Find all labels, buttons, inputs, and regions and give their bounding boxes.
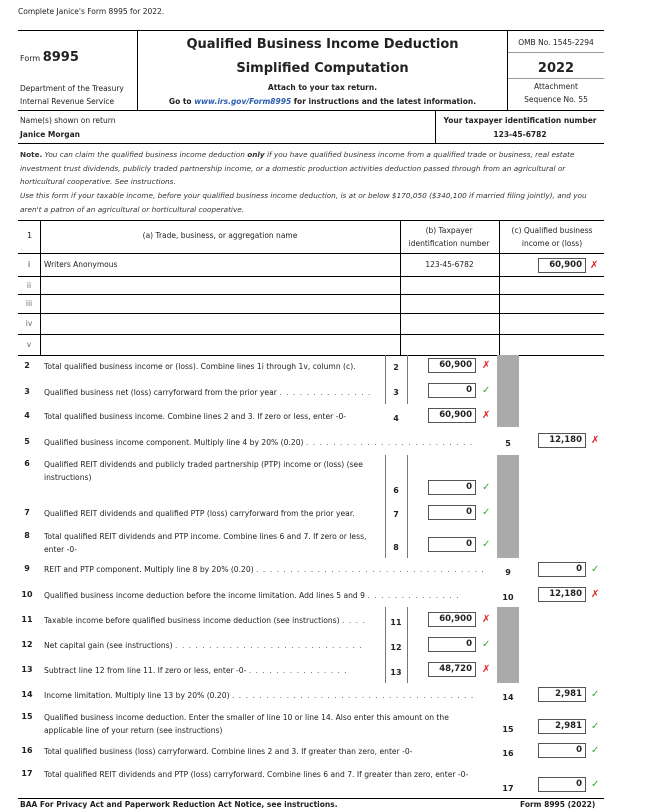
- line11-number: 11: [21, 615, 33, 624]
- line15-number: 15: [21, 712, 33, 721]
- header-top-rule: [18, 30, 604, 31]
- line5-number: 5: [24, 437, 30, 446]
- line16-correct-icon: ✓: [591, 745, 600, 756]
- line9-number: 9: [24, 564, 30, 573]
- form-subtitle: Simplified Computation: [236, 61, 409, 76]
- line11-box-label: 11: [390, 618, 402, 627]
- line8-number: 8: [24, 531, 30, 540]
- header-bottom-rule: [18, 110, 604, 111]
- line8-box-label: 8: [393, 543, 399, 552]
- line6-number: 6: [24, 459, 30, 468]
- gray-block-a: [497, 355, 519, 427]
- line13-box-label: 13: [390, 668, 402, 677]
- note-text2: if you have qualified business income from a qualified trade or business, real estate investment trust dividends, publicly traded partnership income, or a domestic production activities deduction passed through from an agricultural or horticultural cooperative. See instructions.: [20, 150, 575, 187]
- attach-instruction: Attach to your tax return.: [267, 83, 378, 92]
- line7-box-label: 7: [393, 510, 399, 519]
- line3-text: Qualified business net (loss) carryforward from the prior year . . . . . . . . . . . . . .: [44, 388, 372, 397]
- line7-amount-field[interactable]: 0: [428, 505, 476, 520]
- note-only: only: [247, 150, 265, 159]
- instruction-text: Complete Janice's Form 8995 for 2022.: [18, 7, 165, 16]
- row-iv-rule: [18, 334, 604, 335]
- line10-text: Qualified business income deduction before the income limitation. Add lines 5 and 9 . . . . . . . . . . . . . .: [44, 591, 460, 600]
- line14-text-body: Income limitation. Multiply line 13 by 20% (0.20): [44, 691, 230, 700]
- line2-incorrect-icon: ✗: [482, 360, 491, 371]
- table-header-rule: [18, 253, 604, 254]
- col-c-header: (c) Qualified business income or (loss): [511, 226, 593, 248]
- line14-correct-icon: ✓: [591, 689, 600, 700]
- line9-amount-field[interactable]: 0: [538, 562, 586, 577]
- line2-box-label: 2: [393, 363, 399, 372]
- line6-correct-icon: ✓: [482, 482, 491, 493]
- attachment-label: Attachment: [534, 82, 578, 91]
- taxpayer-name: Janice Morgan: [20, 130, 80, 139]
- line5-box-label: 5: [505, 439, 511, 448]
- line13-number: 13: [21, 665, 33, 674]
- line7-text: Qualified REIT dividends and qualified PTP (loss) carryforward from the prior year.: [44, 509, 355, 518]
- line17-box-label: 17: [502, 784, 514, 793]
- line15-amount-field[interactable]: 2,981: [538, 719, 586, 734]
- line5-text: Qualified business income component. Multiply line 4 by 20% (0.20) . . . . . . . . . . . . . . . . . . . . . . . . .: [44, 438, 474, 447]
- dept-line1: Department of the Treasury: [20, 84, 124, 93]
- line3-text-body: Qualified business net (loss) carryforward from the prior year: [44, 388, 277, 397]
- line9-correct-icon: ✓: [591, 564, 600, 575]
- line11-text-body: Taxable income before qualified business income deduction (see instructions): [44, 616, 340, 625]
- omb-rule: [508, 52, 604, 53]
- line5-incorrect-icon: ✗: [591, 435, 600, 446]
- row-num-iv: iv: [25, 319, 33, 328]
- line9-text: REIT and PTP component. Multiply line 8 by 20% (0.20) . . . . . . . . . . . . . . . . . . . . . . . . . . . . . . . . . .: [44, 565, 485, 574]
- line14-box-label: 14: [502, 693, 514, 702]
- line3-amount-field[interactable]: 0: [428, 383, 476, 398]
- line15-text: Qualified business income deduction. Enter the smaller of line 10 or line 14. Also enter this amount on the applicable line of your return (see instructions): [44, 713, 449, 735]
- col-b-header: (b) Taxpayer identification number: [408, 226, 490, 248]
- omb-number: OMB No. 1545-2294: [518, 38, 594, 47]
- line2-number: 2: [24, 361, 30, 370]
- gray-block-c: [497, 607, 519, 683]
- form-number-value: 8995: [42, 50, 79, 65]
- line12-text-body: Net capital gain (see instructions): [44, 641, 173, 650]
- table-top-rule: [18, 220, 604, 221]
- line12-text: Net capital gain (see instructions) . . . . . . . . . . . . . . . . . . . . . . . . . . . .: [44, 641, 363, 650]
- line4-number: 4: [24, 411, 30, 420]
- line17-number: 17: [21, 769, 33, 778]
- line9-text-body: REIT and PTP component. Multiply line 8 by 20% (0.20): [44, 565, 254, 574]
- gray-block-b: [497, 455, 519, 558]
- form-number: [20, 50, 79, 65]
- line11-text: Taxable income before qualified business income deduction (see instructions) . . . .: [44, 616, 366, 625]
- sequence-number: Sequence No. 55: [524, 95, 588, 104]
- line13-incorrect-icon: ✗: [482, 664, 491, 675]
- line9-box-label: 9: [505, 568, 511, 577]
- line10-box-label: 10: [502, 593, 514, 602]
- line10-amount-field[interactable]: 12,180: [538, 587, 586, 602]
- row-i-rule: [18, 276, 604, 277]
- line7-number: 7: [24, 508, 30, 517]
- footer-form-id: Form 8995 (2022): [520, 800, 596, 809]
- inner-col-right-c: [407, 607, 408, 683]
- line14-amount-field[interactable]: 2,981: [538, 687, 586, 702]
- line3-box-label: 3: [393, 388, 399, 397]
- line6-box-label: 6: [393, 486, 399, 495]
- row-i-amount-field[interactable]: 60,900: [538, 258, 586, 273]
- form-title: Qualified Business Income Deduction: [186, 37, 459, 52]
- line2-amount-field[interactable]: 60,900: [428, 358, 476, 373]
- name-label: Name(s) shown on return: [20, 116, 116, 125]
- line17-correct-icon: ✓: [591, 779, 600, 790]
- line12-amount-field[interactable]: 0: [428, 637, 476, 652]
- row-i-business-name[interactable]: Writers Anonymous: [44, 260, 118, 269]
- line16-text: Total qualified business (loss) carryforward. Combine lines 2 and 3. If greater than zero, enter -0-: [44, 747, 413, 756]
- tax-year: 2022: [537, 61, 575, 76]
- line7-correct-icon: ✓: [482, 507, 491, 518]
- line17-text: Total qualified REIT dividends and PTP (loss) carryforward. Combine lines 6 and 7. If greater than zero, enter -0-: [44, 770, 469, 779]
- line3-correct-icon: ✓: [482, 385, 491, 396]
- name-bottom-rule: [18, 143, 604, 144]
- col-a-header: (a) Trade, business, or aggregation name: [142, 231, 298, 240]
- line13-text: Subtract line 12 from line 11. If zero or less, enter -0- . . . . . . . . . . . . . . .: [44, 666, 348, 675]
- line5-amount-field[interactable]: 12,180: [538, 433, 586, 448]
- note-paragraph: [20, 148, 604, 189]
- row-num-iii: iii: [25, 299, 33, 308]
- year-rule: [508, 78, 604, 79]
- line11-incorrect-icon: ✗: [482, 614, 491, 625]
- line11-amount-field[interactable]: 60,900: [428, 612, 476, 627]
- line6-amount-field[interactable]: 0: [428, 480, 476, 495]
- line4-incorrect-icon: ✗: [482, 410, 491, 421]
- line14-number: 14: [21, 690, 33, 699]
- footer-privacy-notice: BAA For Privacy Act and Paperwork Reduction Act Notice, see instructions.: [20, 800, 338, 809]
- goto-prefix: Go to: [168, 97, 195, 106]
- line4-amount-field[interactable]: 60,900: [428, 408, 476, 423]
- line13-amount-field[interactable]: 48,720: [428, 662, 476, 677]
- note-text1: You can claim the qualified business income deduction: [42, 150, 248, 159]
- row-i-tin[interactable]: 123-45-6782: [425, 260, 474, 269]
- row-num-ii: ii: [26, 281, 32, 290]
- line16-amount-field[interactable]: 0: [538, 743, 586, 758]
- note-label: Note.: [20, 150, 43, 159]
- line15-correct-icon: ✓: [591, 721, 600, 732]
- line13-text-body: Subtract line 12 from line 11. If zero or less, enter -0-: [44, 666, 247, 675]
- note-eligibility: Use this form if your taxable income, before your qualified business income deduction, is at or below $170,050 ($340,100 if married filing jointly), and you aren't a patron of an agricultural or horticultural cooperative.: [20, 191, 587, 214]
- irs-link[interactable]: www.irs.gov/Form8995: [194, 97, 292, 106]
- line6-text: Qualified REIT dividends and publicly traded partnership (PTP) income or (loss) (see instructions): [44, 460, 363, 482]
- inner-col-right-a: [407, 355, 408, 404]
- taxpayer-tin: 123-45-6782: [493, 130, 547, 139]
- line4-text: Total qualified business income. Combine lines 2 and 3. If zero or less, enter -0-: [44, 412, 347, 421]
- line10-text-body: Qualified business income deduction before the income limitation. Add lines 5 and 9: [44, 591, 366, 600]
- line17-amount-field[interactable]: 0: [538, 777, 586, 792]
- line3-number: 3: [24, 387, 30, 396]
- table-row-label: 1: [27, 231, 33, 240]
- tin-label: Your taxpayer identification number: [443, 116, 597, 125]
- line16-box-label: 16: [502, 749, 514, 758]
- line12-number: 12: [21, 640, 33, 649]
- line8-correct-icon: ✓: [482, 539, 491, 550]
- footer-rule: [18, 798, 604, 799]
- row-iii-rule: [18, 313, 604, 314]
- line8-text: Total qualified REIT dividends and PTP income. Combine lines 6 and 7. If zero or less, enter -0-: [44, 532, 367, 554]
- dept-line2: Internal Revenue Service: [20, 97, 115, 106]
- row-num-v: v: [26, 340, 32, 349]
- line2-text: Total qualified business income or (loss). Combine lines 1i through 1v, column (c).: [44, 362, 356, 371]
- goto-instruction: [138, 97, 507, 106]
- line10-incorrect-icon: ✗: [591, 589, 600, 600]
- line16-number: 16: [21, 746, 33, 755]
- row-ii-rule: [18, 294, 604, 295]
- line5-text-body: Qualified business income component. Multiply line 4 by 20% (0.20): [44, 438, 304, 447]
- line12-correct-icon: ✓: [482, 639, 491, 650]
- line4-box-label: 4: [393, 414, 399, 423]
- line10-number: 10: [21, 590, 33, 599]
- row-num-i: i: [27, 260, 31, 269]
- line8-amount-field[interactable]: 0: [428, 537, 476, 552]
- line15-box-label: 15: [502, 725, 514, 734]
- form-label: Form: [20, 54, 41, 63]
- line14-text: Income limitation. Multiply line 13 by 20% (0.20) . . . . . . . . . . . . . . . . . . . . . . . . . . . . . . . . . . . .: [44, 691, 475, 700]
- line12-box-label: 12: [390, 643, 402, 652]
- inner-col-right-b: [407, 455, 408, 558]
- row-i-incorrect-icon: ✗: [590, 260, 599, 271]
- goto-suffix: for instructions and the latest information.: [291, 97, 477, 106]
